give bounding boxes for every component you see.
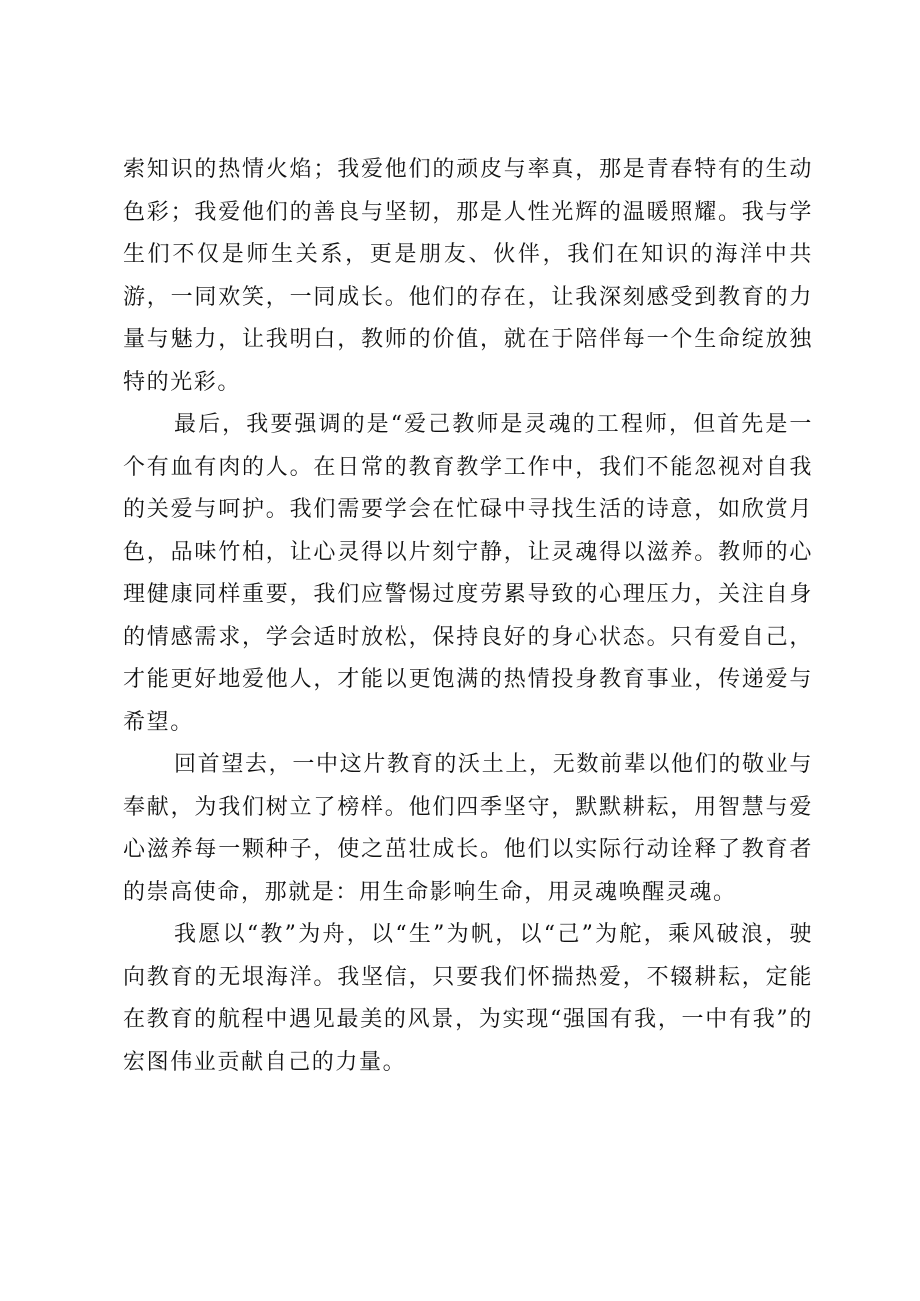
paragraph-conclusion: 我愿以“教”为舟，以“生”为帆，以“己”为舵，乘风破浪，驶向教育的无垠海洋。我坚信，只要我们怀揣热爱，不辍耕耘，定能在教育的航程中遇见最美的风景，为实现“强国有我，一中有我”的宏图伟业贡献自己的力量。 — [123, 922, 813, 1075]
paragraph-self-care: 最后，我要强调的是“爱己教师是灵魂的工程师，但首先是一个有血有肉的人。在日常的教育教学工作中，我们不能忽视对自我的关爱与呵护。我们需要学会在忙碌中寻找生活的诗意，如欣赏月色，品味竹柏，让心灵得以片刻宁静，让灵魂得以滋养。教师的心理健康同样重要，我们应警惕过度劳累导致的心理压力，关注自身的情感需求，学会适时放松，保持良好的身心状态。只有爱自己，才能更好地爱他人，才能以更饱满的热情投身教育事业，传递爱与希望。 — [123, 412, 813, 735]
document-body — [123, 149, 813, 1084]
paragraph-continuation: 索知识的热情火焰；我爱他们的顽皮与率真，那是青春特有的生动色彩；我爱他们的善良与坚韧，那是人性光辉的温暖照耀。我与学生们不仅是师生关系，更是朋友、伙伴，我们在知识的海洋中共游，一同欢笑，一同成长。他们的存在，让我深刻感受到教育的力量与魅力，让我明白，教师的价值，就在于陪伴每一个生命绽放独特的光彩。 — [123, 157, 813, 395]
paragraph-predecessors: 回首望去，一中这片教育的沃土上，无数前辈以他们的敬业与奉献，为我们树立了榜样。他们四季坚守，默默耕耘，用智慧与爱心滋养每一颗种子，使之茁壮成长。他们以实际行动诠释了教育者的崇高使命，那就是：用生命影响生命，用灵魂唤醒灵魂。 — [123, 752, 813, 905]
